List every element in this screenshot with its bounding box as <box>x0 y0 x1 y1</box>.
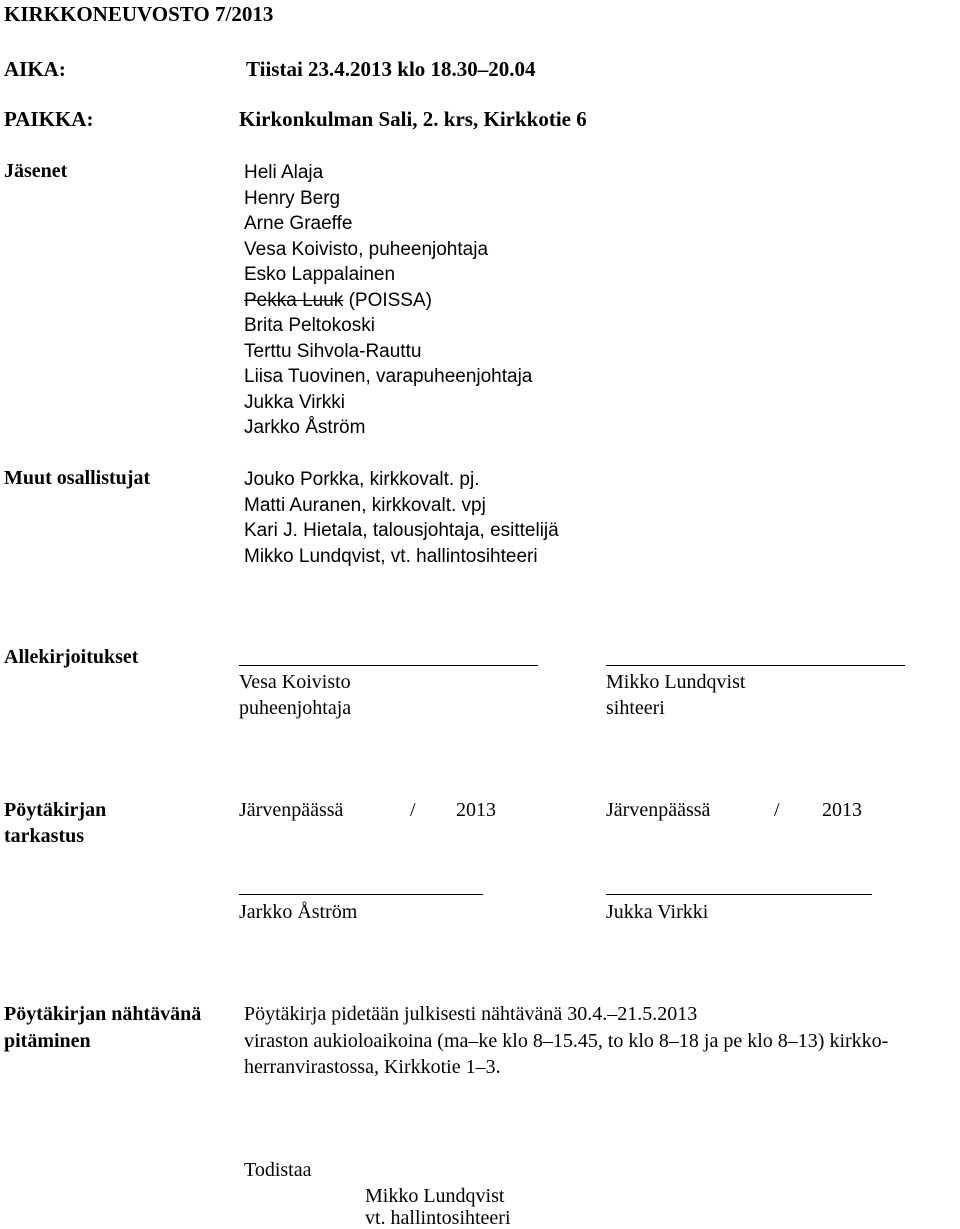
review-label-line1: Pöytäkirjan <box>4 799 107 821</box>
display-text-line: Pöytäkirja pidetään julkisesti nähtävänä 30.4.–21.5.2013 <box>244 1003 698 1025</box>
place-value: Kirkonkulman Sali, 2. krs, Kirkkotie 6 <box>239 107 587 131</box>
member-item: Vesa Koivisto, puheenjohtaja <box>244 238 489 260</box>
date-slash-left: / <box>410 799 416 821</box>
time-label: AIKA: <box>4 57 66 81</box>
chair-name: Vesa Koivisto <box>239 671 351 693</box>
participant-item: Kari J. Hietala, talousjohtaja, esittelijä <box>244 520 559 541</box>
signature-line-chair <box>239 665 538 666</box>
review-year-right: 2013 <box>822 799 862 821</box>
member-item: Terttu Sihvola-Rauttu <box>244 340 422 362</box>
display-text-line: herranvirastossa, Kirkkotie 1–3. <box>244 1056 501 1078</box>
review-year-left: 2013 <box>456 799 496 821</box>
members-list <box>244 160 532 441</box>
reviewer-2-name: Jukka Virkki <box>606 901 709 923</box>
member-item: Heli Alaja <box>244 162 324 183</box>
member-item-absent <box>244 288 532 314</box>
signature-line-reviewer-1 <box>239 894 483 895</box>
members-label: Jäsenet <box>4 160 68 182</box>
certification-label: Todistaa <box>244 1159 312 1181</box>
others-label: Muut osallistujat <box>4 467 151 489</box>
certifier-title: vt. hallintosihteeri <box>365 1207 511 1229</box>
display-label-line1: Pöytäkirjan nähtävänä <box>4 1003 202 1025</box>
signatures-label: Allekirjoitukset <box>4 646 139 668</box>
absent-member-name: Pekka Luuk <box>244 289 344 311</box>
document-title: KIRKKONEUVOSTO 7/2013 <box>4 2 274 26</box>
signature-line-reviewer-2 <box>606 894 872 895</box>
participant-item: Jouko Porkka, kirkkovalt. pj. <box>244 469 480 490</box>
chair-role: puheenjohtaja <box>239 697 352 719</box>
member-item: Brita Peltokoski <box>244 315 375 336</box>
participant-item: Matti Auranen, kirkkovalt. vpj <box>244 494 486 516</box>
display-text-line: viraston aukioloaikoina (ma–ke klo 8–15.45, to klo 8–18 ja pe klo 8–13) kirkko- <box>244 1030 889 1052</box>
place-label: PAIKKA: <box>4 107 94 131</box>
display-label-line2: pitäminen <box>4 1030 91 1052</box>
date-slash-right: / <box>774 799 780 821</box>
reviewer-1-name: Jarkko Åström <box>239 901 358 923</box>
review-place-left: Järvenpäässä <box>239 799 344 821</box>
review-place-right: Järvenpäässä <box>606 799 711 821</box>
member-item: Jukka Virkki <box>244 391 346 413</box>
member-item: Henry Berg <box>244 187 341 209</box>
participant-item: Mikko Lundqvist, vt. hallintosihteeri <box>244 545 538 567</box>
certifier-name: Mikko Lundqvist <box>365 1185 505 1207</box>
secretary-name: Mikko Lundqvist <box>606 671 746 693</box>
absent-note: (POISSA) <box>343 289 432 311</box>
member-item: Jarkko Åström <box>244 417 366 438</box>
time-value: Tiistai 23.4.2013 klo 18.30–20.04 <box>246 57 536 81</box>
member-item: Esko Lappalainen <box>244 264 396 285</box>
review-label-line2: tarkastus <box>4 825 85 847</box>
others-list <box>244 467 559 569</box>
signature-line-secretary <box>606 665 905 666</box>
member-item: Liisa Tuovinen, varapuheenjohtaja <box>244 366 533 387</box>
secretary-role: sihteeri <box>606 697 665 719</box>
member-item: Arne Graeffe <box>244 213 353 234</box>
